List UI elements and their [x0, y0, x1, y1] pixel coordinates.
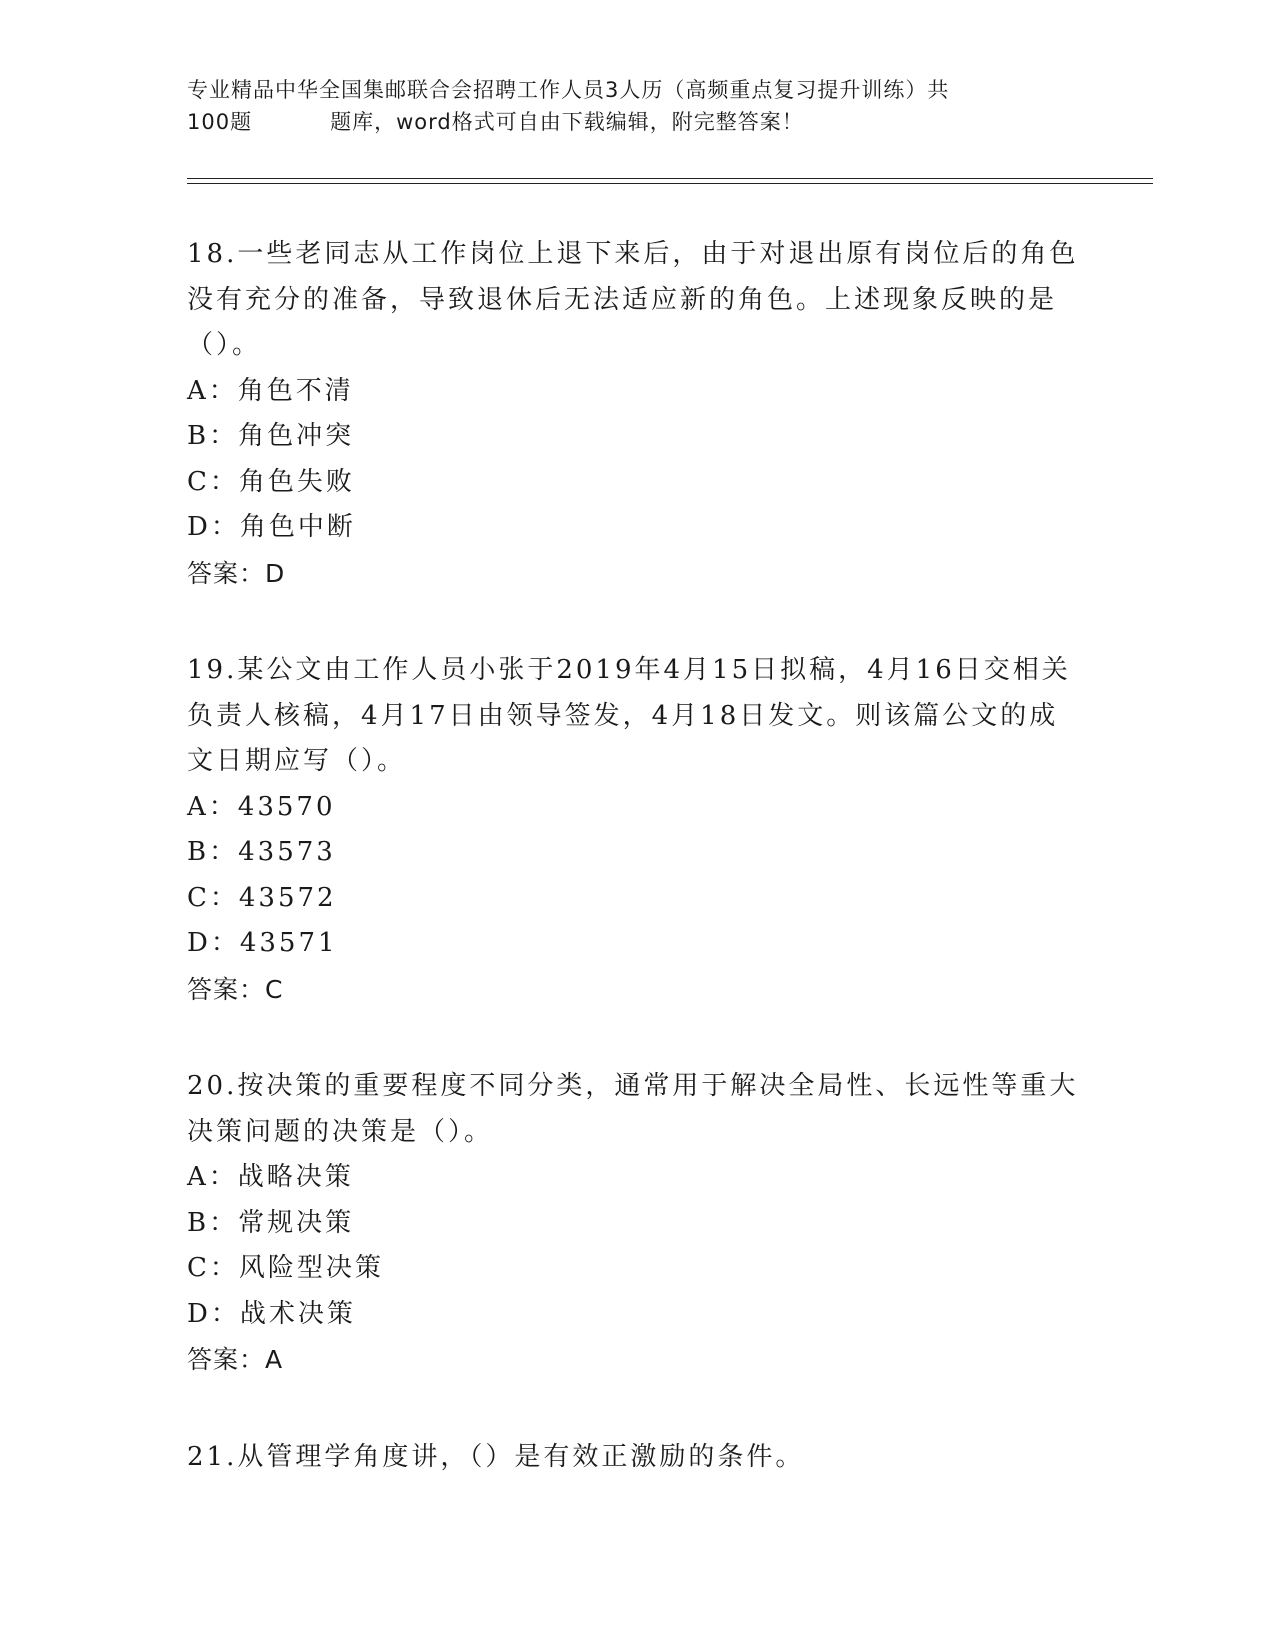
question-text: 21.从管理学角度讲，（）是有效正激励的条件。: [187, 1441, 805, 1472]
option-a: A：43570: [187, 791, 336, 822]
option-c: C：角色失败: [187, 466, 355, 497]
question-18: [187, 232, 1087, 596]
option-d: D：角色中断: [187, 512, 356, 542]
answer: 答案：C: [187, 974, 284, 1004]
header-title-line2: [187, 106, 1067, 138]
answer: 答案：D: [187, 558, 286, 588]
option-c: C：43572: [187, 882, 337, 913]
header-gap: [252, 106, 330, 138]
page-header: [187, 74, 1067, 138]
question-19: [187, 648, 1087, 1012]
question-21: [187, 1435, 1087, 1481]
option-b: B：角色冲突: [187, 421, 355, 451]
header-title-line1: 专业精品中华全国集邮联合会招聘工作人员3人历（高频重点复习提升训练）共: [187, 78, 950, 102]
header-divider-bottom: [187, 183, 1153, 184]
option-a: A：战略决策: [187, 1162, 354, 1192]
header-question-count: 100题: [187, 110, 253, 134]
option-a: A：角色不清: [187, 375, 354, 406]
option-c: C：风险型决策: [187, 1253, 384, 1283]
question-text: 18.一些老同志从工作岗位上退下来后，由于对退出原有岗位后的角色没有充分的准备，导致退休后无法适应新的角色。上述现象反映的是（）。: [187, 239, 1079, 360]
question-list: [187, 232, 1087, 1532]
option-d: D：43571: [187, 928, 338, 958]
option-b: B：常规决策: [187, 1207, 355, 1238]
option-b: B：43573: [187, 837, 336, 867]
header-divider-top: [187, 178, 1153, 179]
question-text: 19.某公文由工作人员小张于2019年4月15日拟稿，4月16日交相关负责人核稿，4月17日由领导签发，4月18日发文。则该篇公文的成文日期应写（）。: [187, 655, 1071, 776]
header-subtitle: 题库，word格式可自由下载编辑，附完整答案！: [330, 110, 804, 134]
answer: 答案：A: [187, 1345, 284, 1374]
question-text: 20.按决策的重要程度不同分类，通常用于解决全局性、长远性等重大决策问题的决策是（）。: [187, 1071, 1079, 1147]
question-20: [187, 1064, 1087, 1383]
option-d: D：战术决策: [187, 1298, 356, 1329]
